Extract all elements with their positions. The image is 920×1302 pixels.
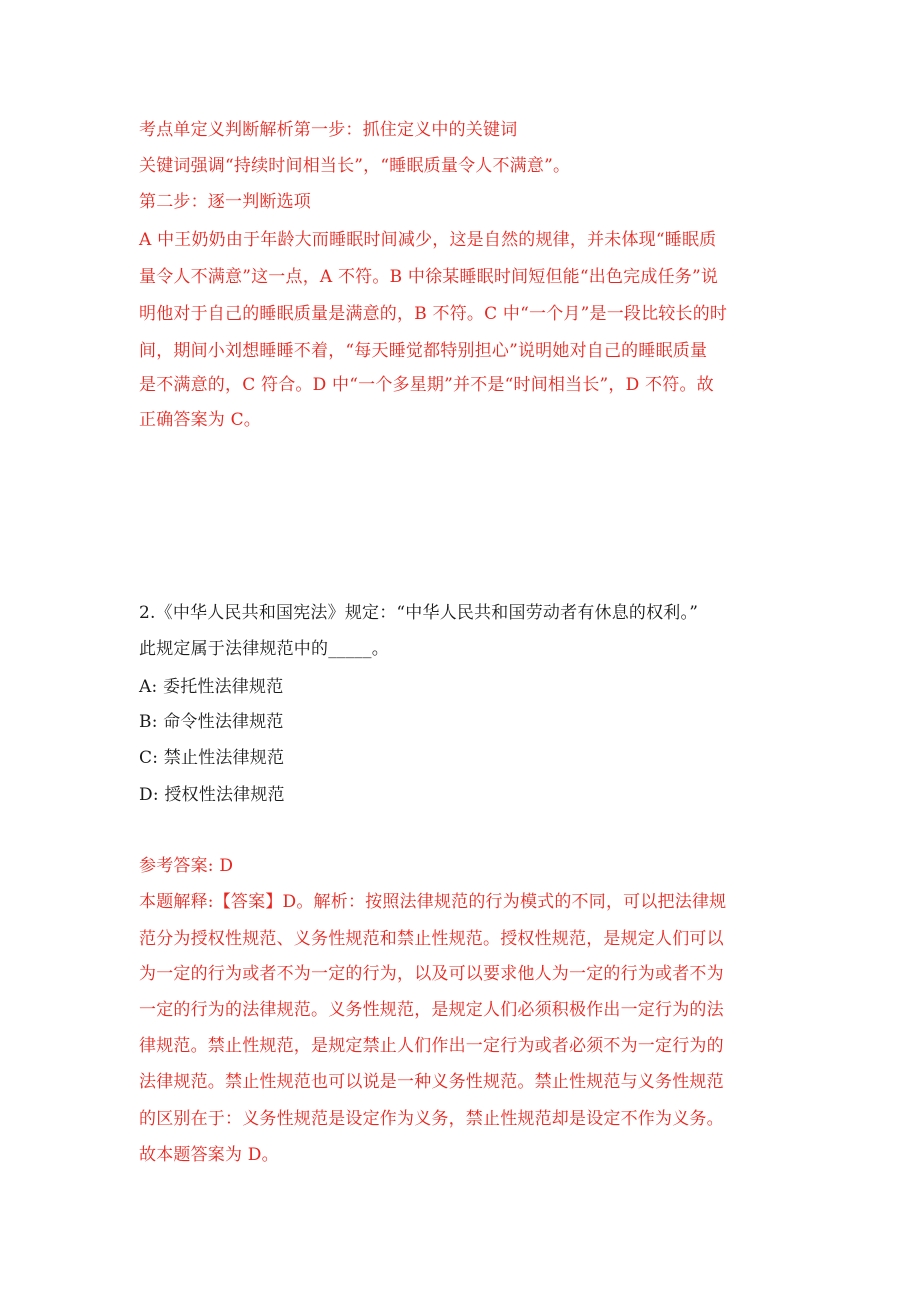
option-a: A: 委托性法律规范 <box>139 677 284 697</box>
explanation-line: 为一定的行为或者不为一定的行为，以及可以要求他人为一定的行为或者不为 <box>139 964 724 984</box>
explanation-line: 故本题答案为 D。 <box>139 1145 279 1165</box>
analysis-heading: 考点单定义判断解析第一步：抓住定义中的关键词 <box>139 120 518 140</box>
analysis-body-line: 间，期间小刘想睡睡不着，“每天睡觉都特别担心”说明她对自己的睡眠质量 <box>139 341 708 361</box>
question-stem-line: 2.《中华人民共和国宪法》规定：“中华人民共和国劳动者有休息的权利。” <box>139 603 699 623</box>
analysis-body-line: 正确答案为 C。 <box>139 410 262 430</box>
reference-answer: 参考答案: D <box>139 856 234 876</box>
explanation-line: 的区别在于：义务性规范是设定作为义务，禁止性规范却是设定不作为义务。 <box>139 1109 724 1129</box>
option-c: C: 禁止性法律规范 <box>139 748 285 768</box>
analysis-body-line: 明他对于自己的睡眠质量是满意的，B 不符。C 中“一个月”是一段比较长的时 <box>139 304 728 324</box>
option-d: D: 授权性法律规范 <box>139 785 285 805</box>
explanation-line: 范分为授权性规范、义务性规范和禁止性规范。授权性规范，是规定人们可以 <box>139 929 724 949</box>
analysis-step2: 第二步：逐一判断选项 <box>139 192 311 212</box>
option-b: B: 命令性法律规范 <box>139 712 284 732</box>
analysis-body-line: 量令人不满意”这一点，A 不符。B 中徐某睡眠时间短但能“出色完成任务”说 <box>139 267 719 287</box>
analysis-keywords: 关键词强调“持续时间相当长”，“睡眠质量令人不满意”。 <box>139 156 571 176</box>
analysis-body-line: A 中王奶奶由于年龄大而睡眠时间减少，这是自然的规律，并未体现“睡眠质 <box>139 230 717 250</box>
explanation-line: 本题解释:【答案】D。解析：按照法律规范的行为模式的不同，可以把法律规 <box>139 892 727 912</box>
explanation-line: 法律规范。禁止性规范也可以说是一种义务性规范。禁止性规范与义务性规范 <box>139 1072 724 1092</box>
explanation-line: 律规范。禁止性规范，是规定禁止人们作出一定行为或者必须不为一定行为的 <box>139 1036 724 1056</box>
question-stem-line: 此规定属于法律规范中的_____。 <box>139 639 389 659</box>
explanation-line: 一定的行为的法律规范。义务性规范，是规定人们必须积极作出一定行为的法 <box>139 1000 724 1020</box>
analysis-body-line: 是不满意的，C 符合。D 中“一个多星期”并不是“时间相当长”，D 不符。故 <box>139 375 714 395</box>
